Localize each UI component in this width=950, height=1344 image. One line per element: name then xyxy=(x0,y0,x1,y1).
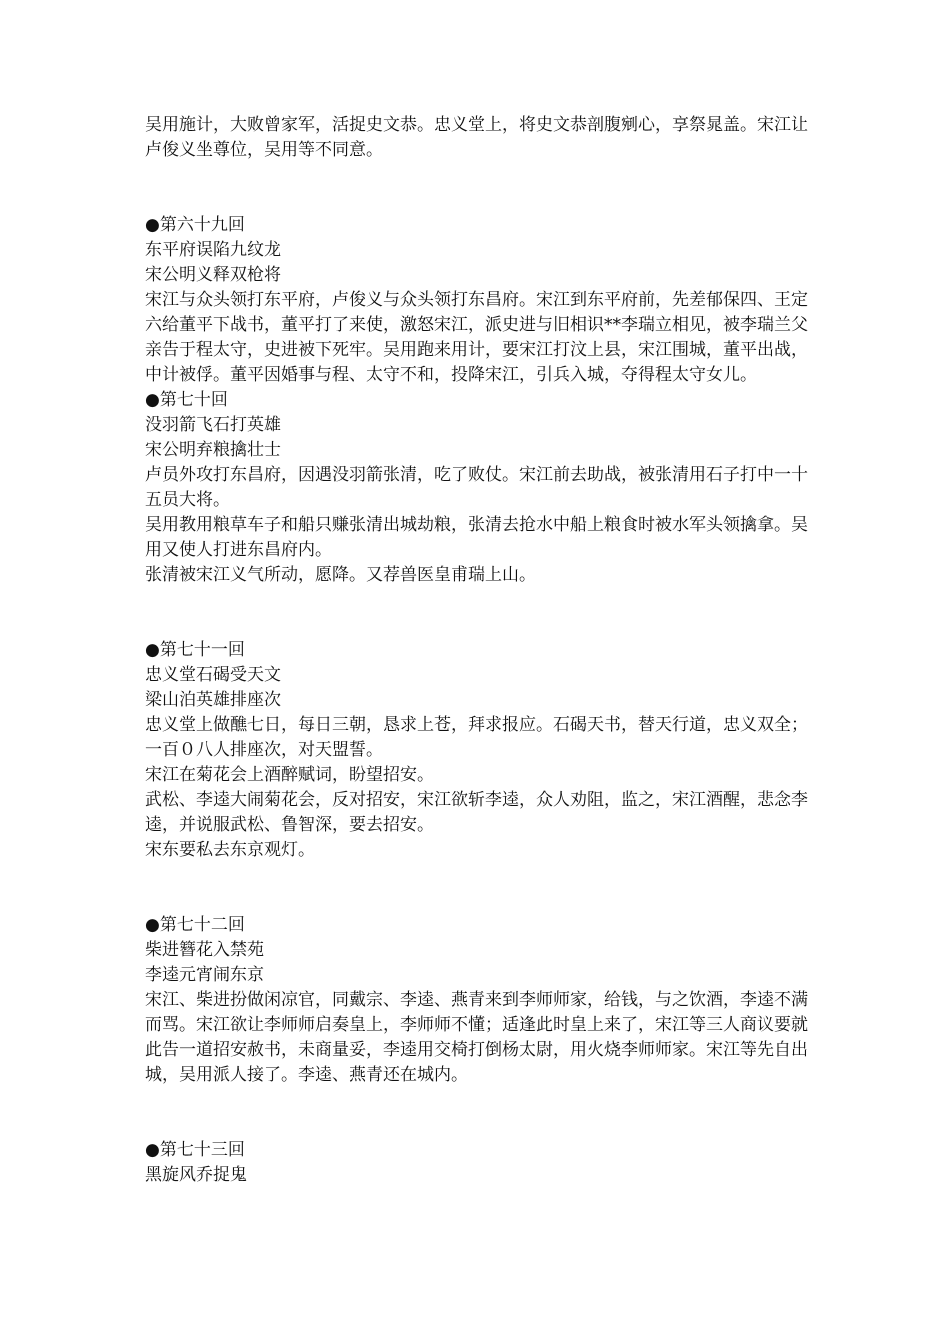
chapter-71 xyxy=(145,638,813,863)
chapter-73 xyxy=(145,1138,813,1188)
chapter-paragraph: 宋江、柴进扮做闲凉官，同戴宗、李逵、燕青来到李师师家，给钱，与之饮酒，李逵不满而骂。宋江欲让李师师启奏皇上，李师师不懂；适逢此时皇上来了，宋江等三人商议要就此告一道招安赦书，未商量妥，李逵用交椅打倒杨太尉，用火烧李师师家。宋江等先自出城，吴用派人接了。李逵、燕青还在城内。 xyxy=(145,990,808,1085)
chapter-title-line-2: 梁山泊英雄排座次 xyxy=(145,690,281,710)
section-gap xyxy=(145,588,813,638)
chapter-title-line-2: 李逵元宵闹东京 xyxy=(145,965,264,985)
chapter-heading: ● 第六十九回 xyxy=(145,213,813,238)
document-body xyxy=(145,113,813,1188)
chapter-paragraph: 宋江与众头领打东平府，卢俊义与众头领打东昌府。宋江到东平府前，先差郁保四、王定六给董平下战书，董平打了来使，激怒宋江，派史进与旧相识**李瑞立相见，被李瑞兰父亲告于程太守，史进被下死牢。吴用跑来用计，要宋江打汶上县，宋江围城，董平出战，中计被俘。董平因婚事与程、太守不和，投降宋江，引兵入城，夺得程太守女儿。 xyxy=(145,290,808,385)
section-gap xyxy=(145,163,813,213)
chapter-paragraph: 张清被宋江义气所动，愿降。又荐兽医皇甫瑞上山。 xyxy=(145,565,536,585)
chapter-heading: ● 第七十一回 xyxy=(145,638,813,663)
chapter-paragraph: 武松、李逵大闹菊花会，反对招安，宋江欲斩李逵，众人劝阻，监之，宋江酒醒，悲念李逵，并说服武松、鲁智深，要去招安。 xyxy=(145,790,808,835)
chapter-72 xyxy=(145,913,813,1088)
chapter-paragraph: 宋江在菊花会上酒醉赋词，盼望招安。 xyxy=(145,765,434,785)
chapter-heading: ● 第七十回 xyxy=(145,388,813,413)
chapter-title-line-1: 黑旋风乔捉鬼 xyxy=(145,1165,247,1185)
chapter-title-line-1: 忠义堂石碣受天文 xyxy=(145,665,281,685)
chapter-heading: ● 第七十二回 xyxy=(145,913,813,938)
intro-paragraph: 吴用施计，大败曾家军，活捉史文恭。忠义堂上，将史文恭剖腹剜心，享祭晁盖。宋江让卢俊义坐尊位，吴用等不同意。 xyxy=(145,115,808,160)
chapter-paragraph: 卢员外攻打东昌府，因遇没羽箭张清，吃了败仗。宋江前去助战，被张清用石子打中一十五员大将。 xyxy=(145,465,808,510)
chapter-paragraph: 吴用教用粮草车子和船只赚张清出城劫粮，张清去抢水中船上粮食时被水军头领擒拿。吴用又使人打进东昌府内。 xyxy=(145,515,808,560)
chapter-70 xyxy=(145,388,813,588)
chapter-paragraph: 忠义堂上做醮七日，每日三朝，恳求上苍，拜求报应。石碣天书，替天行道，忠义双全；一百０八人排座次，对天盟誓。 xyxy=(145,715,808,760)
chapter-69 xyxy=(145,213,813,388)
chapter-title-line-2: 宋公明弃粮擒壮士 xyxy=(145,440,281,460)
chapter-heading: ● 第七十三回 xyxy=(145,1138,813,1163)
chapter-title-line-2: 宋公明义释双枪将 xyxy=(145,265,281,285)
chapter-title-line-1: 没羽箭飞石打英雄 xyxy=(145,415,281,435)
section-gap xyxy=(145,1088,813,1138)
section-gap xyxy=(145,863,813,913)
chapter-title-line-1: 柴进簪花入禁苑 xyxy=(145,940,264,960)
chapter-title-line-1: 东平府误陷九纹龙 xyxy=(145,240,281,260)
chapter-paragraph: 宋东要私去东京观灯。 xyxy=(145,840,315,860)
